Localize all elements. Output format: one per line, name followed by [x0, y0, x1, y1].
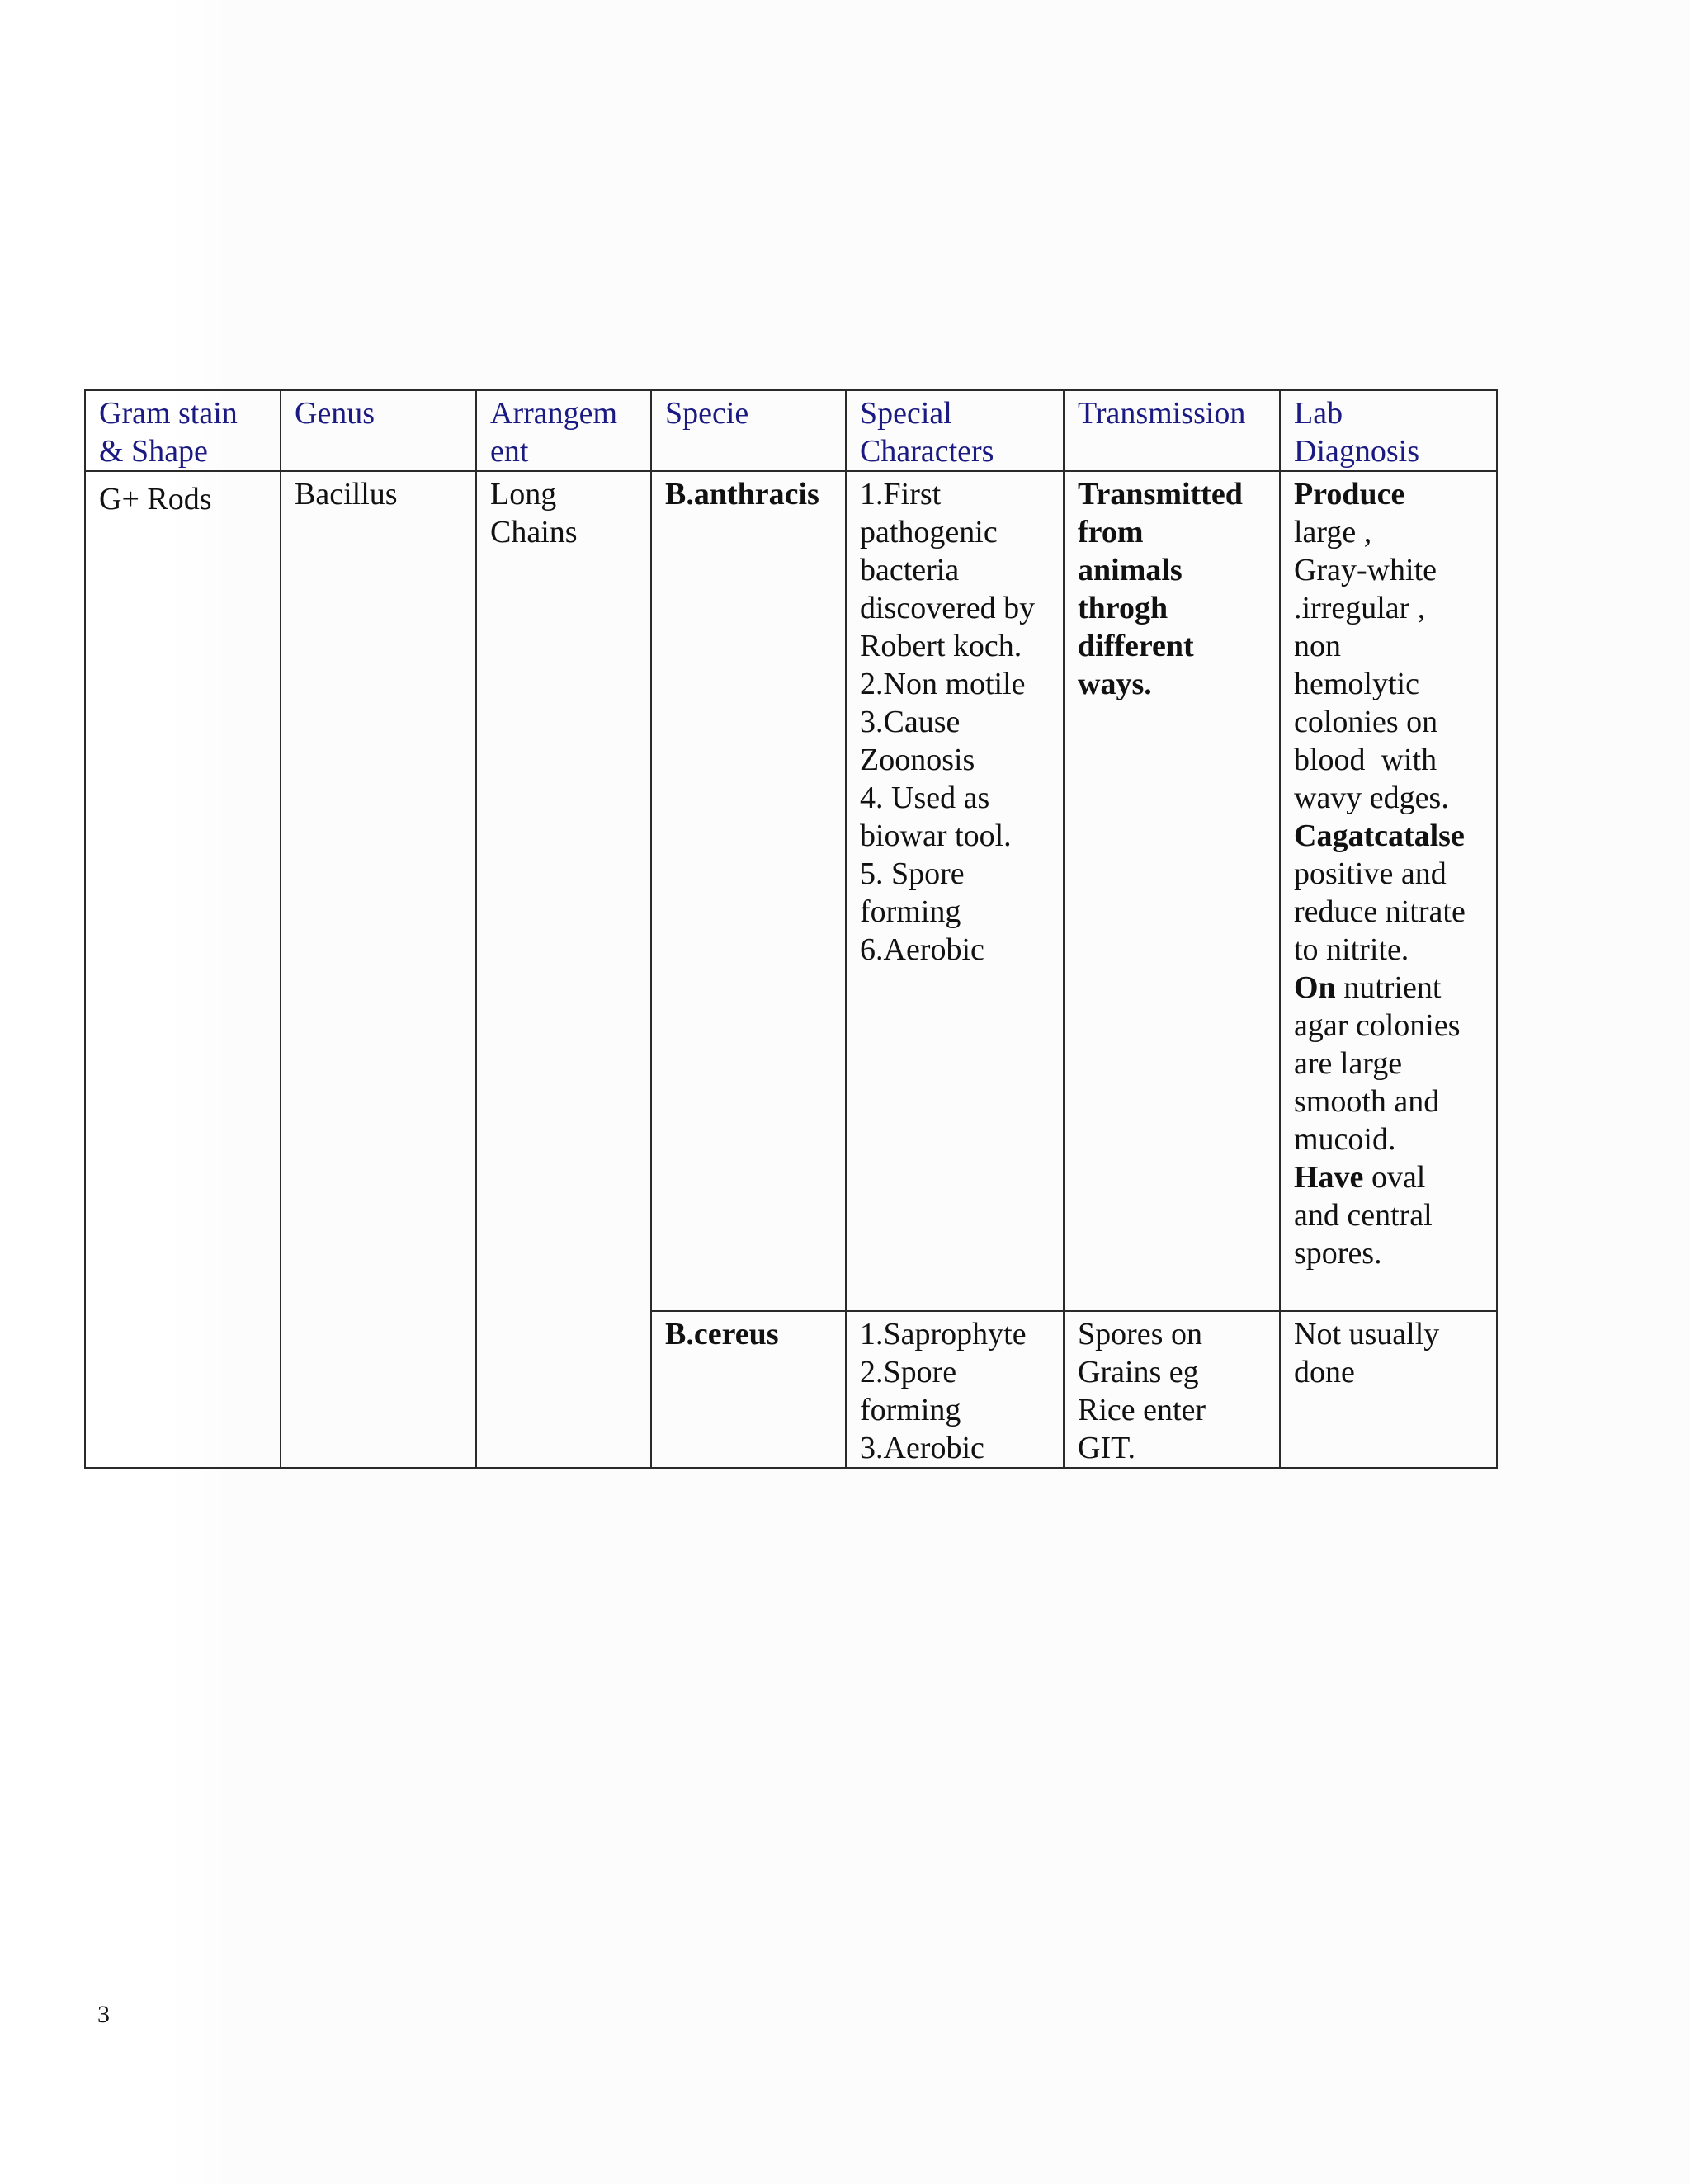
- header-special-characters: Special Characters: [846, 390, 1064, 471]
- page-number: 3: [97, 2001, 110, 2028]
- header-transmission: Transmission: [1064, 390, 1280, 471]
- table-header-row: [85, 390, 1497, 471]
- cell-lab-cereus: Not usually done: [1280, 1311, 1497, 1468]
- cell-gram-stain: G+ Rods: [85, 471, 281, 1468]
- cell-genus: Bacillus: [281, 471, 476, 1468]
- cell-special-cereus: 1.Saprophyte 2.Spore forming 3.Aerobic: [846, 1311, 1064, 1468]
- cell-lab-anthracis: Produce large , Gray-white .irregular , non hemolytic colonies on blood with wavy edges. Cagatcatalse positive and reduce nitrate to nitrite. On nutrient agar colonies are large smooth and mucoid. Have oval and central spores.: [1280, 471, 1497, 1311]
- table-row-anthracis: [85, 471, 1497, 1311]
- cell-specie-anthracis: B.anthracis: [651, 471, 846, 1311]
- header-specie: Specie: [651, 390, 846, 471]
- header-arrangement: Arrangem ent: [476, 390, 651, 471]
- cell-transmission-cereus: Spores on Grains eg Rice enter GIT.: [1064, 1311, 1280, 1468]
- cell-transmission-anthracis: Transmitted from animals throgh different ways.: [1064, 471, 1280, 1311]
- header-lab-diagnosis: Lab Diagnosis: [1280, 390, 1497, 471]
- cell-specie-cereus: B.cereus: [651, 1311, 846, 1468]
- cell-arrangement: Long Chains: [476, 471, 651, 1468]
- bacteria-table: [84, 389, 1498, 1469]
- header-genus: Genus: [281, 390, 476, 471]
- header-gram-stain: Gram stain & Shape: [85, 390, 281, 471]
- cell-special-anthracis: 1.First pathogenic bacteria discovered by Robert koch. 2.Non motile 3.Cause Zoonosis 4. Used as biowar tool. 5. Spore forming 6.Aerobic: [846, 471, 1064, 1311]
